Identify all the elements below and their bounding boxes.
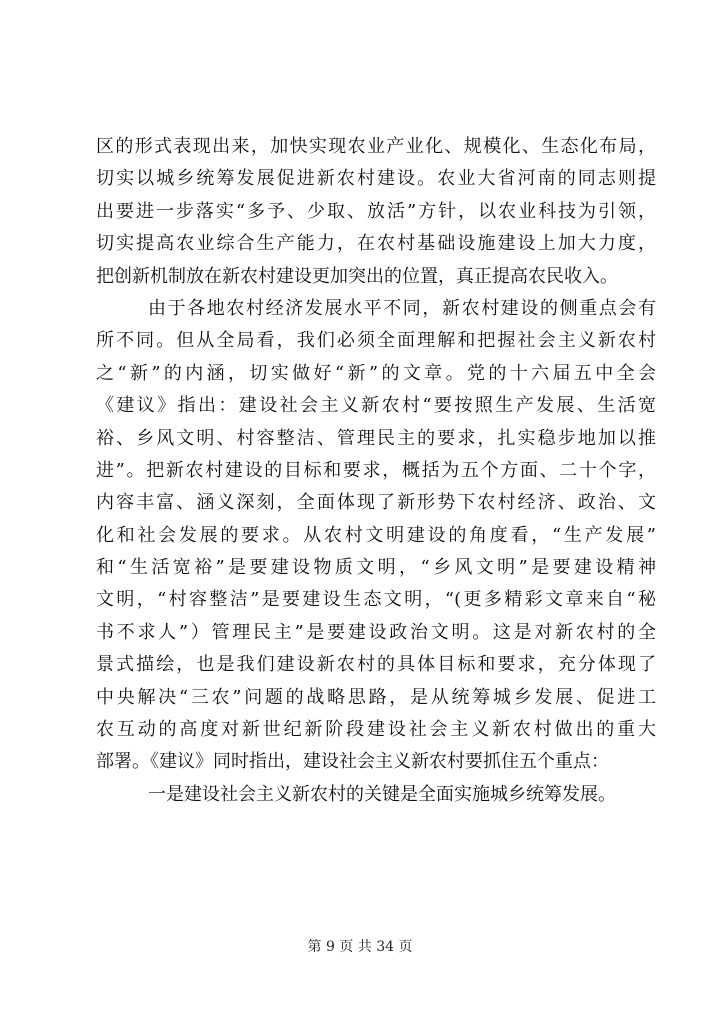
text-line: 景式描绘，也是我们建设新农村的具体目标和要求，充分体现了 xyxy=(96,654,656,676)
text-line: 切实提高农业综合生产能力，在农村基础设施建设上加大力度， xyxy=(96,233,656,255)
text-line: 区的形式表现出来，加快实现农业产业化、规模化、生态化布局， xyxy=(96,136,656,157)
body-text xyxy=(96,131,656,811)
page-footer xyxy=(0,937,720,957)
text-line: 《建议》指出：建设社会主义新农村“要按照生产发展、生活宽 xyxy=(96,395,656,417)
text-line: 文明，“村容整洁”是要建设生态文明，“(更多精彩文章来自“秘 xyxy=(96,589,656,611)
text-line: 中央解决“三农”问题的战略思路，是从统筹城乡发展、促进工 xyxy=(96,686,656,708)
text-line: 农互动的高度对新世纪新阶段建设社会主义新农村做出的重大 xyxy=(96,719,656,741)
text-line: 和“生活宽裕”是要建设物质文明，“乡风文明”是要建设精神 xyxy=(96,557,656,579)
text-line: 化和社会发展的要求。从农村文明建设的角度看，“生产发展” xyxy=(96,524,656,546)
text-line: 内容丰富、涵义深刻，全面体现了新形势下农村经济、政治、文 xyxy=(96,492,656,514)
paragraph-start-line: 一是建设社会主义新农村的关键是全面实施城乡统筹发展。 xyxy=(148,783,616,805)
text-line: 之“新”的内涵，切实做好“新”的文章。党的十六届五中全会 xyxy=(96,362,656,384)
text-line: 出要进一步落实“多予、少取、放活”方针，以农业科技为引领， xyxy=(96,200,656,222)
text-line: 所不同。但从全局看，我们必须全面理解和把握社会主义新农村 xyxy=(96,330,656,352)
page-number: 第 9 页 共 34 页 xyxy=(307,939,413,955)
text-line: 进”。把新农村建设的目标和要求，概括为五个方面、二十个字， xyxy=(96,459,656,481)
text-line: 切实以城乡统筹发展促进新农村建设。农业大省河南的同志则提 xyxy=(96,168,656,190)
text-line: 书不求人”）管理民主”是要建设政治文明。这是对新农村的全 xyxy=(96,621,656,643)
text-line: 部署。《建议》同时指出，建设社会主义新农村要抓住五个重点： xyxy=(96,751,609,773)
text-line: 把创新机制放在新农村建设更加突出的位置，真正提高农民收入。 xyxy=(96,265,618,287)
paragraph-start-line: 由于各地农村经济发展水平不同，新农村建设的侧重点会有 xyxy=(148,297,656,319)
text-line: 裕、乡风文明、村容整洁、管理民主的要求，扎实稳步地加以推 xyxy=(96,427,656,449)
